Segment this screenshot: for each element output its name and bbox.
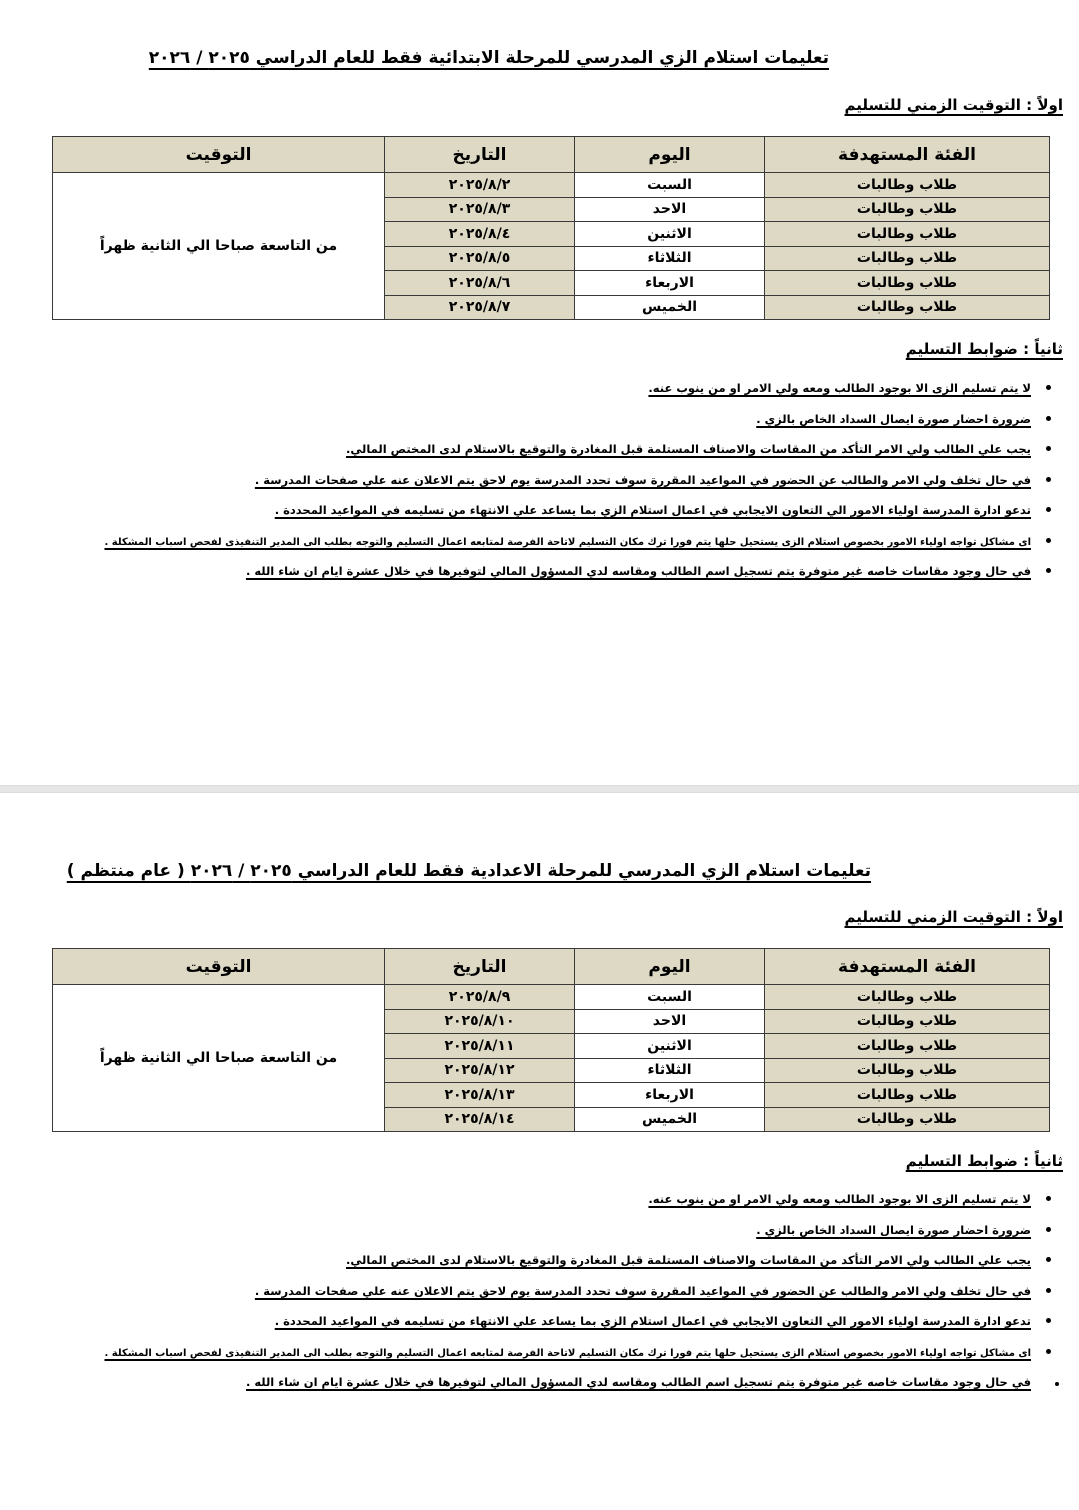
table-header-row [53,137,1050,173]
section-heading-rules: ثانياً : ضوابط التسليم [905,340,1063,358]
cell-date: ٢٠٢٥/٨/٢ [385,173,575,198]
cell-time: من التاسعة صباحا الي الثانية ظهراً [53,985,385,1132]
list-item: تدعو ادارة المدرسة اولياء الامور الي التعاون الايجابي في اعمال استلام الزي بما يساعد علي الانتهاء من تسليمه في المواعيد المحددة . [104,500,1051,531]
list-item: في حال وجود مقاسات خاصه غير متوفرة يتم تسجيل اسم الطالب ومقاسه لدي المسؤول المالي لتوفيرها في خلال عشرة ايام ان شاء الله . [104,561,1051,592]
page-separator [0,785,1079,793]
cell-category: طلاب وطالبات [765,985,1050,1010]
list-item: يجب علي الطالب ولي الامر التأكد من المقاسات والاصناف المستلمة قبل المغادرة والتوقيع بالاستلام لدى المختص المالي. [104,439,1051,470]
list-item: في حال وجود مقاسات خاصه غير متوفرة يتم تسجيل اسم الطالب ومقاسه لدي المسؤول المالي لتوفيرها في خلال عشرة ايام ان شاء الله . [104,1372,1051,1396]
bullet-icon [1046,1227,1051,1232]
list-item: في حال تخلف ولي الامر والطالب عن الحضور في المواعيد المقررة سوف تحدد المدرسة يوم لاحق يتم الاعلان عنه علي صفحات المدرسة . [104,470,1051,501]
section-heading-schedule: اولاً : التوقيت الزمني للتسليم [844,908,1063,926]
bullet-icon [1046,1257,1051,1262]
header-time: التوقيت [53,137,385,173]
cell-day: الخميس [575,1107,765,1132]
bullet-icon [1046,568,1051,573]
cell-date: ٢٠٢٥/٨/١٢ [385,1058,575,1083]
cell-category: طلاب وطالبات [765,271,1050,296]
cell-date: ٢٠٢٥/٨/٩ [385,985,575,1010]
rules-list [104,378,1051,592]
header-date: التاريخ [385,137,575,173]
cell-day: السبت [575,985,765,1010]
cell-day: السبت [575,173,765,198]
header-time: التوقيت [53,949,385,985]
bullet-icon [1046,1196,1051,1201]
bullet-icon [1046,416,1051,421]
cell-category: طلاب وطالبات [765,173,1050,198]
cell-category: طلاب وطالبات [765,1107,1050,1132]
table-header-row [53,949,1050,985]
cell-category: طلاب وطالبات [765,1009,1050,1034]
table-row [53,985,1050,1010]
cell-time: من التاسعة صباحا الي الثانية ظهراً [53,173,385,320]
header-category: الفئة المستهدفة [765,137,1050,173]
bullet-icon [1055,1382,1059,1386]
header-day: اليوم [575,137,765,173]
cell-date: ٢٠٢٥/٨/١١ [385,1034,575,1059]
list-item: لا يتم تسليم الزى الا بوجود الطالب ومعه ولي الامر او من ينوب عنه. [104,1189,1051,1220]
document-title: تعليمات استلام الزي المدرسي للمرحلة الابتدائية فقط للعام الدراسي ٢٠٢٥ / ٢٠٢٦ [148,48,829,68]
rules-list [104,1189,1051,1396]
bullet-icon [1046,477,1051,482]
cell-day: الثلاثاء [575,1058,765,1083]
cell-date: ٢٠٢٥/٨/٤ [385,222,575,247]
cell-date: ٢٠٢٥/٨/٥ [385,246,575,271]
cell-date: ٢٠٢٥/٨/١٣ [385,1083,575,1108]
list-item: ضرورة احضار صورة ايصال السداد الخاص بالزي . [104,409,1051,440]
bullet-icon [1046,1349,1051,1354]
bullet-icon [1046,1288,1051,1293]
cell-day: الخميس [575,295,765,320]
bullet-icon [1046,507,1051,512]
cell-category: طلاب وطالبات [765,246,1050,271]
list-item: اى مشاكل تواجه اولياء الامور بخصوص استلام الزى يستحيل حلها يتم فورا ترك مكان التسليم لاتاحة الفرصة لمتابعه اعمال التسليم والتوجه بطلب الى المدير التنفيذى لفحص اسباب المشكلة . [104,1342,1051,1373]
cell-date: ٢٠٢٥/٨/٦ [385,271,575,296]
header-day: اليوم [575,949,765,985]
cell-category: طلاب وطالبات [765,1058,1050,1083]
list-item: في حال تخلف ولي الامر والطالب عن الحضور في المواعيد المقررة سوف تحدد المدرسة يوم لاحق يتم الاعلان عنه علي صفحات المدرسة . [104,1281,1051,1312]
cell-day: الثلاثاء [575,246,765,271]
schedule-table [52,948,1050,1132]
header-category: الفئة المستهدفة [765,949,1050,985]
section-heading-schedule: اولاً : التوقيت الزمني للتسليم [844,96,1063,114]
cell-day: الاثنين [575,1034,765,1059]
cell-date: ٢٠٢٥/٨/٧ [385,295,575,320]
cell-date: ٢٠٢٥/٨/١٠ [385,1009,575,1034]
cell-day: الاثنين [575,222,765,247]
cell-date: ٢٠٢٥/٨/٣ [385,197,575,222]
cell-day: الاربعاء [575,271,765,296]
bullet-icon [1046,1318,1051,1323]
cell-category: طلاب وطالبات [765,222,1050,247]
bullet-icon [1046,385,1051,390]
cell-day: الاربعاء [575,1083,765,1108]
cell-day: الاحد [575,1009,765,1034]
cell-day: الاحد [575,197,765,222]
document-title: تعليمات استلام الزي المدرسي للمرحلة الاعدادية فقط للعام الدراسي ٢٠٢٥ / ٢٠٢٦ ( عام منتظم ) [66,861,871,881]
cell-category: طلاب وطالبات [765,1083,1050,1108]
schedule-table [52,136,1050,320]
list-item: يجب علي الطالب ولي الامر التأكد من المقاسات والاصناف المستلمة قبل المغادرة والتوقيع بالاستلام لدى المختص المالي. [104,1250,1051,1281]
bullet-icon [1046,538,1051,543]
cell-category: طلاب وطالبات [765,1034,1050,1059]
bullet-icon [1046,446,1051,451]
list-item: لا يتم تسليم الزى الا بوجود الطالب ومعه ولي الامر او من ينوب عنه. [104,378,1051,409]
cell-date: ٢٠٢٥/٨/١٤ [385,1107,575,1132]
table-row [53,173,1050,198]
header-date: التاريخ [385,949,575,985]
section-heading-rules: ثانياً : ضوابط التسليم [905,1152,1063,1170]
list-item: اى مشاكل تواجه اولياء الامور بخصوص استلام الزى يستحيل حلها يتم فورا ترك مكان التسليم لاتاحة الفرصة لمتابعه اعمال التسليم والتوجه بطلب الى المدير التنفيذى لفحص اسباب المشكلة . [104,531,1051,562]
cell-category: طلاب وطالبات [765,197,1050,222]
cell-category: طلاب وطالبات [765,295,1050,320]
document-page-preparatory [0,793,1079,1510]
list-item: ضرورة احضار صورة ايصال السداد الخاص بالزي . [104,1220,1051,1251]
list-item: تدعو ادارة المدرسة اولياء الامور الي التعاون الايجابي في اعمال استلام الزي بما يساعد علي الانتهاء من تسليمه في المواعيد المحددة . [104,1311,1051,1342]
